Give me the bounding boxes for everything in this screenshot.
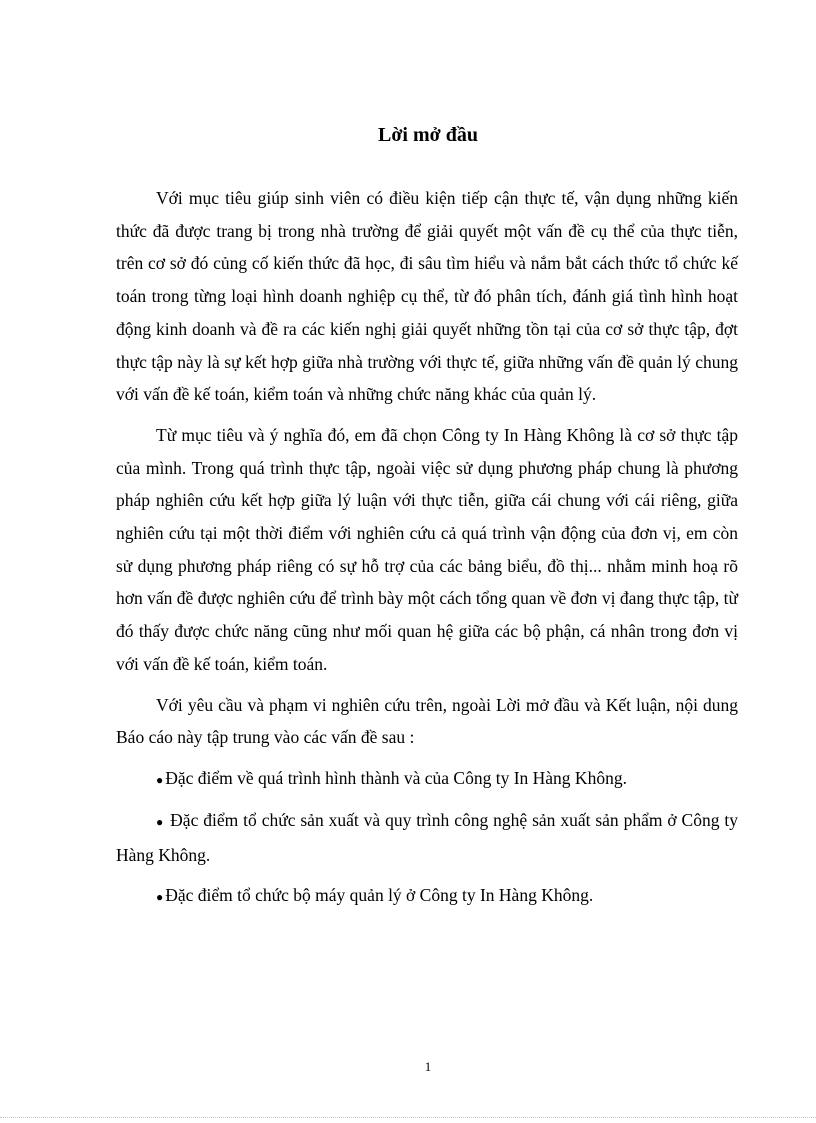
bullet-item-text: Đặc điểm tổ chức bộ máy quản lý ở Công ty In Hàng Không. <box>165 885 594 906</box>
bullet-item <box>116 762 738 796</box>
paragraph-internship-methods: Từ mục tiêu và ý nghĩa đó, em đã chọn Công ty In Hàng Không là cơ sở thực tập của mình. Trong quá trình thực tập, ngoài việc sử dụng phương pháp chung là phương pháp nghiên cứu kết hợp giữa lý luận với thực tiễn, giữa cái chung với cái riêng, giữa nghiên cứu tại một thời điểm với nghiên cứu cả quá trình vận động của đơn vị, em còn sử dụng phương pháp riêng có sự hỗ trợ của các bảng biểu, đồ thị... nhằm minh hoạ rõ hơn vấn đề được nghiên cứu để trình bày một cách tổng quan về đơn vị đang thực tập, từ đó thấy được chức năng cũng như mối quan hệ giữa các bộ phận, cá nhân trong đơn vị với vấn đề kế toán, kiểm toán. <box>116 424 738 674</box>
bullet-dot-icon: ● <box>156 814 164 829</box>
bullet-dot-icon: ● <box>156 889 164 904</box>
document-body <box>116 182 738 922</box>
bullet-dot-icon: ● <box>156 772 164 787</box>
paragraph-report-scope: Với yêu cầu và phạm vi nghiên cứu trên, ngoài Lời mở đầu và Kết luận, nội dung Báo cáo này tập trung vào các vấn đề sau : <box>116 694 738 748</box>
bullet-item-text: Đặc điểm về quá trình hình thành và của Công ty In Hàng Không. <box>165 767 627 788</box>
footer-divider <box>0 1117 816 1118</box>
bullet-item-text: Đặc điểm tổ chức sản xuất và quy trình công nghệ sản xuất sản phẩm ở Công ty Hàng Không. <box>116 810 739 865</box>
page-title: Lời mở đầu <box>378 124 478 146</box>
bullet-item <box>116 804 738 871</box>
paragraph-objective: Với mục tiêu giúp sinh viên có điều kiện tiếp cận thực tế, vận dụng những kiến thức đã được trang bị trong nhà trường để giải quyết một vấn đề cụ thể của thực tiễn, trên cơ sở đó củng cố kiến thức đã học, đi sâu tìm hiểu và nắm bắt cách thức tổ chức kế toán trong từng loại hình doanh nghiệp cụ thể, từ đó phân tích, đánh giá tình hình hoạt động kinh doanh và đề ra các kiến nghị giải quyết những tồn tại của cơ sở thực tập, đợt thực tập này là sự kết hợp giữa nhà trường với thực tế, giữa những vấn đề quản lý chung với vấn đề kế toán, kiểm toán và những chức năng khác của quản lý. <box>116 188 738 405</box>
bullet-item <box>116 879 738 913</box>
page-number: 1 <box>424 1059 432 1074</box>
